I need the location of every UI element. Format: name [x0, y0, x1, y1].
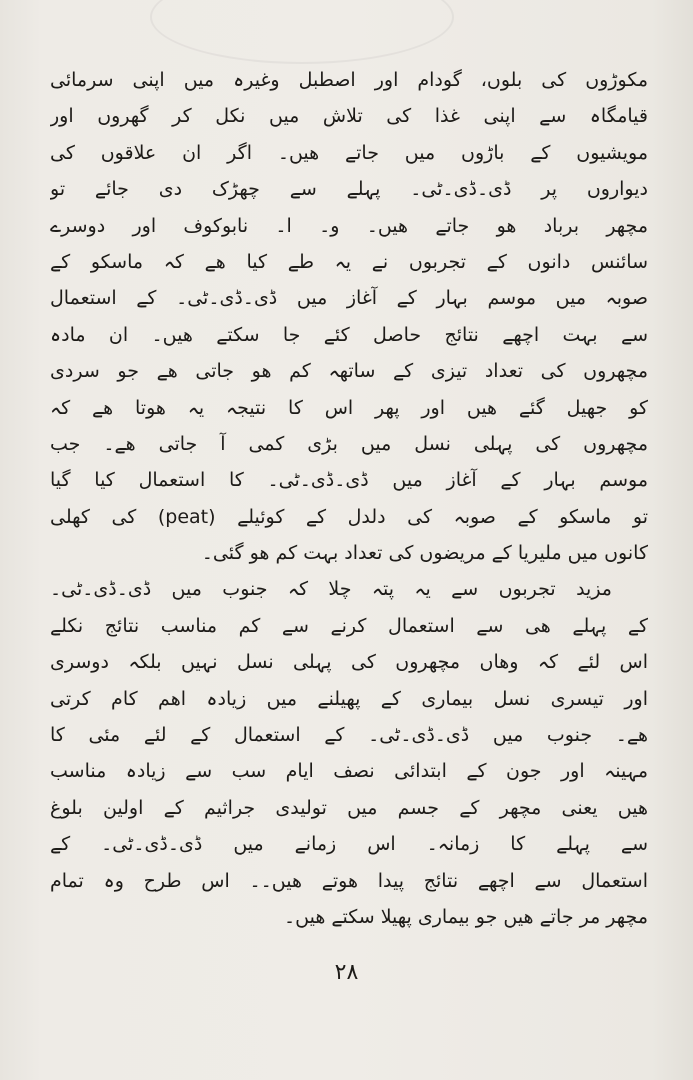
text-line-6: سائنس دانوں کے تجربوں نے یہ طے کیا ھے کہ ماسکو کے — [50, 250, 648, 273]
text-line-9: مچھروں کی تعداد تیزی کے ساتھہ کم ھو جاتی ھے جو سردی — [50, 360, 648, 383]
text-line-17: اس لئے کہ وھاں مچھروں کی پہلی نسل نہیں بلکہ دوسری — [50, 651, 648, 674]
text-line-8: سے بہت اچھے نتائج حاصل کئے جا سکتے ھیں۔ ان مادہ — [50, 323, 648, 346]
text-line-18: اور تیسری نسل بیماری کے پھیلنے میں زیادہ اھم کام کرتی — [50, 687, 648, 710]
text-line-23: استعمال سے اچھے نتائج پیدا ھوتے ھیں۔۔ اس طرح وہ تمام — [50, 869, 648, 892]
text-line-16: کے پہلے ھی سے استعمال کرنے سے کم مناسب نتائج نکلے — [50, 614, 648, 637]
faint-stamp-mark — [150, 0, 454, 64]
text-line-21: ھیں یعنی مچھر کے جسم میں تولیدی جراثیم کے اولین بلوغ — [50, 796, 648, 819]
text-line-4: دیواروں پر ڈی۔ڈی۔ٹی۔ پہلے سے چھڑک دی جائے تو — [50, 178, 648, 201]
text-line-2: قیامگاہ سے اپنی غذا کی تلاش میں نکل کر گھروں اور — [50, 105, 648, 128]
text-line-3: مویشیوں کے باڑوں میں جاتے ھیں۔ اگر ان علاقوں کی — [50, 141, 648, 164]
page-number: ۲۸ — [334, 960, 359, 985]
text-line-12: موسم بہار کے آغاز میں ڈی۔ڈی۔ٹی۔ کا استعمال کیا گیا — [50, 469, 648, 492]
text-line-5: مچھر برباد ھو جاتے ھیں۔ و۔ ا۔ نابوکوف اور دوسرے — [50, 214, 648, 237]
text-line-10: کو جھیل گئے ھیں اور پھر اس کا نتیجہ یہ ھوتا ھے کہ — [50, 396, 648, 419]
text-line-19: ھے۔ جنوب میں ڈی۔ڈی۔ٹی۔ کے استعمال کے لئے مئی کا — [50, 724, 648, 747]
body-text — [50, 62, 648, 935]
text-line-11: مچھروں کی پہلی نسل میں بڑی کمی آ جاتی ھے۔ جب — [50, 432, 648, 455]
text-line-1: مکوڑوں کی بلوں، گودام اور اصطبل وغیرہ میں اپنی سرمائی — [50, 69, 648, 91]
text-line-7: صوبہ میں موسم بہار کے آغاز میں ڈی۔ڈی۔ٹی۔ کے استعمال — [50, 287, 648, 310]
text-line-14: کانوں میں ملیریا کے مریضوں کی تعداد بہت کم ھو گئی۔ — [201, 542, 648, 565]
text-line-15: مزید تجربوں سے یہ پتہ چلا کہ جنوب میں ڈی۔ڈی۔ٹی۔ — [50, 578, 612, 601]
text-line-22: سے پہلے کا زمانہ۔ اس زمانے میں ڈی۔ڈی۔ٹی۔ کے — [50, 833, 648, 856]
text-line-20: مہینہ اور جون کے ابتدائی نصف ایام سب سے زیادہ مناسب — [50, 760, 648, 783]
text-line-24: مچھر مر جاتے ھیں جو بیماری پھیلا سکتے ھیں۔ — [284, 905, 648, 928]
text-line-13: تو ماسکو کے صوبہ کی دلدل کے کوئیلے (peat) کی کھلی — [50, 505, 648, 528]
